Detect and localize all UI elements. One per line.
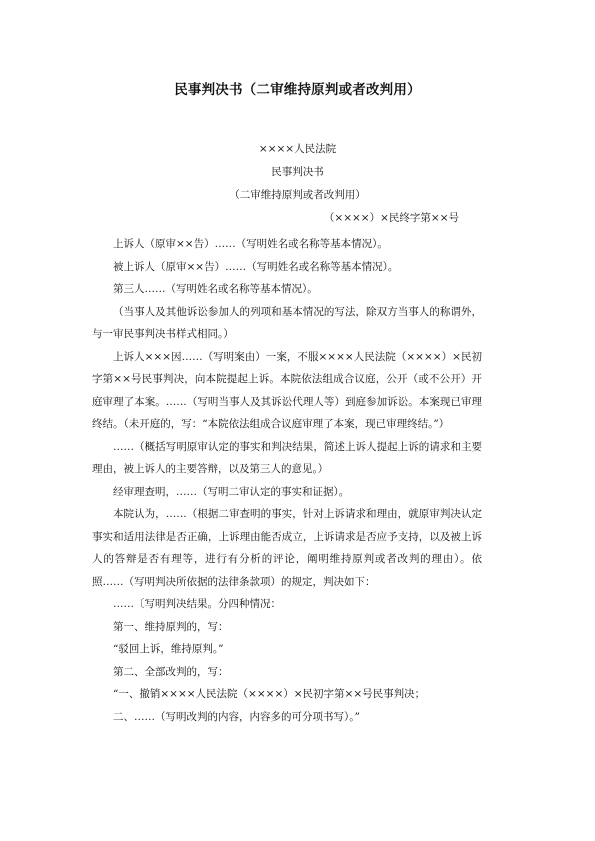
original-trial-summary-paragraph: ……（概括写明原审认定的事实和判决结果，简述上诉人提起上诉的请求和主要理由，被上诉人的主要答辩，以及第三人的意见。） [92,440,482,475]
findings-paragraph: 经审理查明，……（写明二审认定的事实和证据）。 [113,485,350,498]
case-number: （××××）×民终字第××号 [323,212,459,224]
document-title: 民事判决书（二审维持原判或者改判用） [174,82,421,98]
third-party-paragraph: 第三人……（写明姓名或名称等基本情况）。 [113,283,318,295]
court-name: ××××人民法院 [258,143,337,155]
case-two-item-one: “一、撤销××××人民法院（××××）×民初字第××号民事判决； [113,688,426,700]
case-two-item-two: 二、……（写明改判的内容，内容多的可分项书写）。” [113,710,360,723]
judgment-result-intro: ……〔写明判决结果。分四种情况： [113,598,281,610]
case-background-paragraph: 上诉人×××因……（写明案由）一案，不服××××人民法院（××××）×民初字第××号民事判决，向本院提起上诉。本院依法组成合议庭，公开（或不公开）开庭审理了本案。……（写明当事人及其诉讼代理人等）到庭参加诉讼。本案现已审理终结。（未开庭的，写：“本院依法组成合议庭审理了本案，现已审理终结。”） [92,350,482,430]
court-opinion-paragraph: 本院认为，……（根据二审查明的事实，针对上诉请求和理由，就原审判决认定事实和适用法律是否正确，上诉理由能否成立，上诉请求是否应予支持，以及被上诉人的答辩是否有理等，进行有分析的评论，阐明维持原判或者改判的理由）。依照……（写明判决所依据的法律条款项）的规定，判决如下： [92,508,482,588]
document-type: 民事判决书 [271,166,324,178]
appellee-paragraph: 被上诉人（原审××告）……（写明姓名或名称等基本情况）。 [113,260,399,273]
judgment-body [92,233,482,728]
document-subtitle: （二审维持原判或者改判用） [229,189,366,201]
case-one-text: “驳回上诉，维持原判。” [113,643,224,655]
parties-note-paragraph: （当事人及其他诉讼参加人的列项和基本情况的写法，除双方当事人的称谓外，与一审民事判决书样式相同。） [92,305,482,340]
appellant-paragraph: 上诉人（原审××告）……（写明姓名或名称等基本情况）。 [113,238,388,250]
case-two-heading: 第二、全部改判的，写： [113,665,229,678]
case-one-heading: 第一、维持原判的，写： [113,620,229,633]
